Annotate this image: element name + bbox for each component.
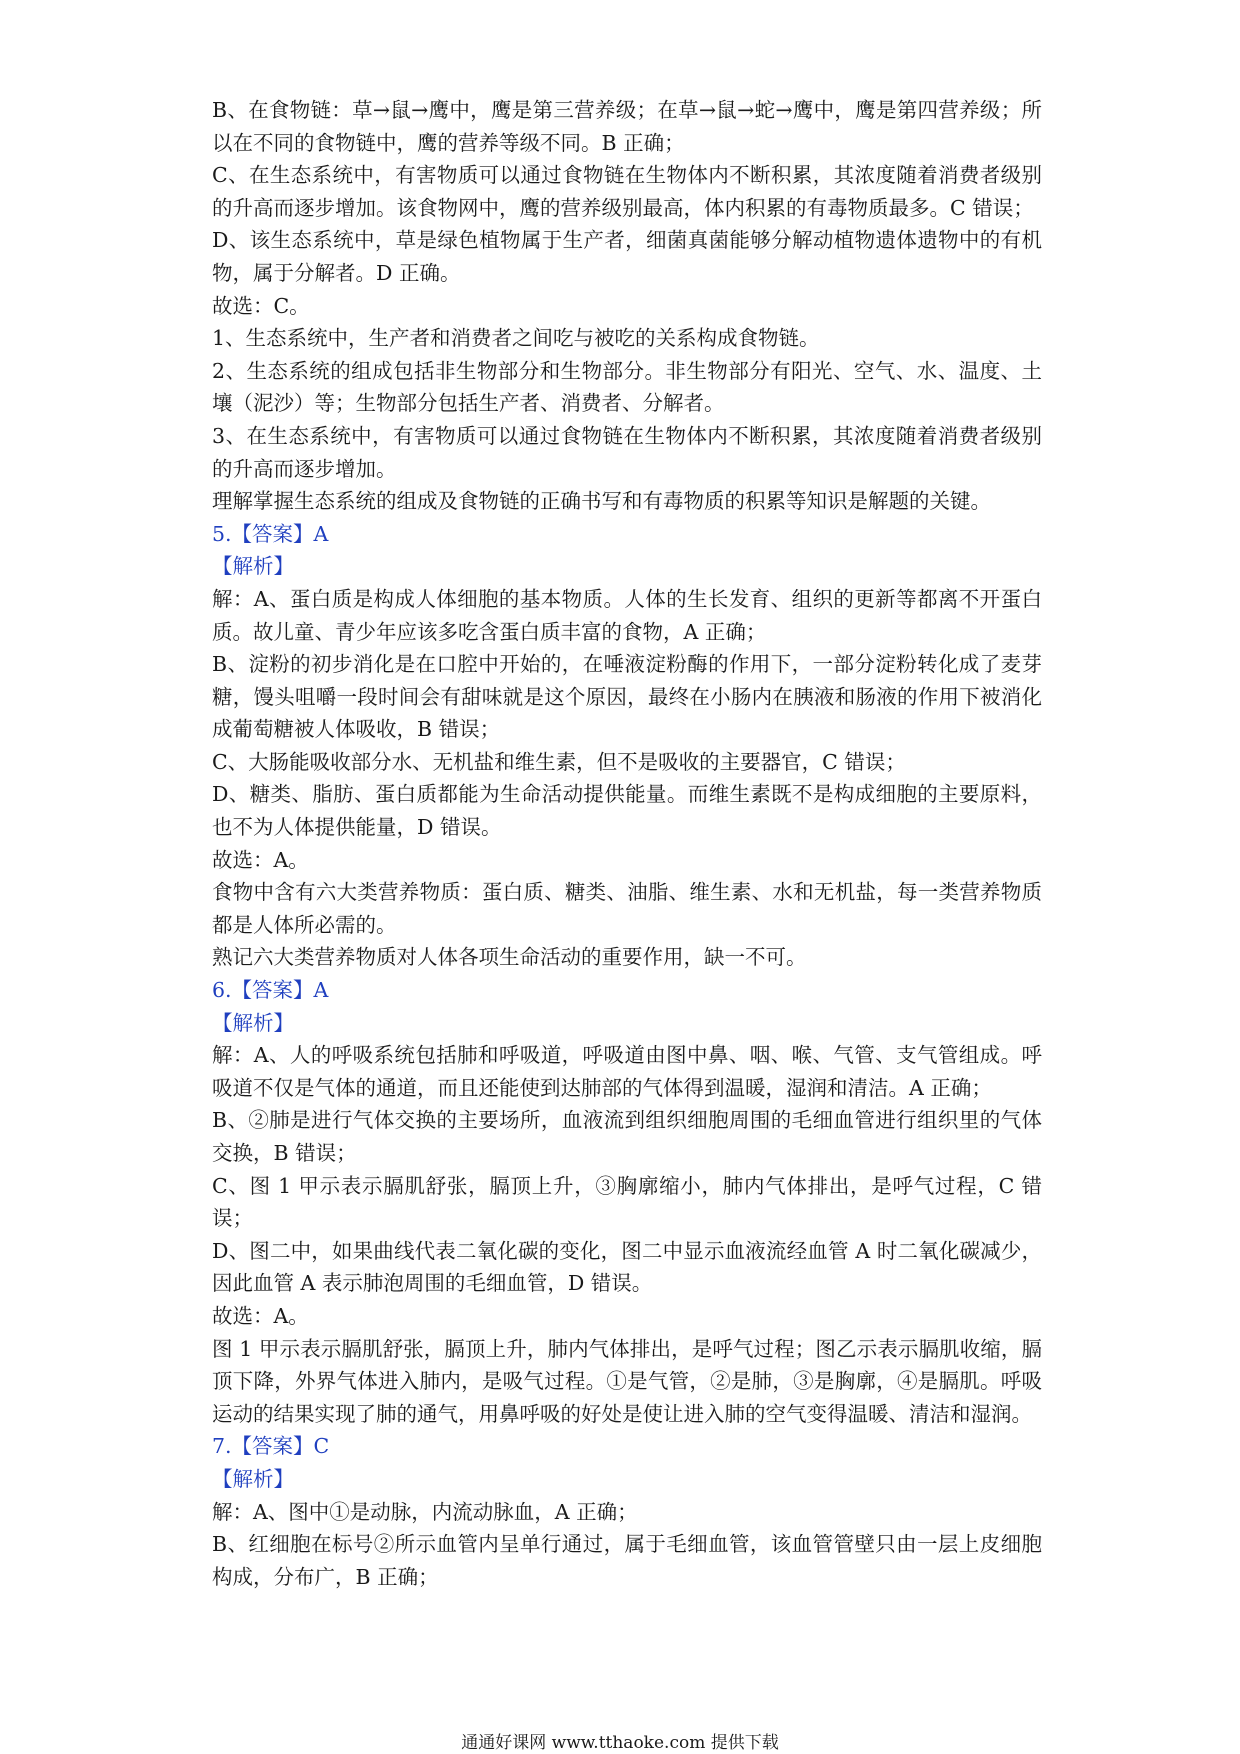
paragraph: 故选：C。 bbox=[212, 293, 310, 318]
analysis-heading-7: 【解析】 bbox=[212, 1466, 294, 1491]
paragraph: 解：A、蛋白质是构成人体细胞的基本物质。人体的生长发育、组织的更新等都离不开蛋白质。故儿童、青少年应该多吃含蛋白质丰富的食物，A 正确； bbox=[212, 586, 1042, 644]
paragraph: D、该生态系统中，草是绿色植物属于生产者，细菌真菌能够分解动植物遗体遗物中的有机物，属于分解者。D 正确。 bbox=[212, 228, 1042, 285]
paragraph: C、在生态系统中，有害物质可以通过食物链在生物体内不断积累，其浓度随着消费者级别的升高而逐步增加。该食物网中，鹰的营养级别最高，体内积累的有毒物质最多。C 错误； bbox=[212, 163, 1042, 220]
paragraph: 1、生态系统中，生产者和消费者之间吃与被吃的关系构成食物链。 bbox=[212, 326, 820, 351]
analysis-heading-6: 【解析】 bbox=[212, 1010, 294, 1035]
paragraph: 理解掌握生态系统的组成及食物链的正确书写和有毒物质的积累等知识是解题的关键。 bbox=[212, 489, 991, 514]
analysis-heading-5: 【解析】 bbox=[212, 554, 294, 579]
paragraph: B、在食物链：草→鼠→鹰中，鹰是第三营养级；在草→鼠→蛇→鹰中，鹰是第四营养级；所以在不同的食物链中，鹰的营养等级不同。B 正确； bbox=[212, 98, 1042, 155]
paragraph: 食物中含有六大类营养物质：蛋白质、糖类、油脂、维生素、水和无机盐，每一类营养物质都是人体所必需的。 bbox=[212, 880, 1042, 937]
paragraph: 故选：A。 bbox=[212, 1303, 309, 1328]
paragraph: 解：A、图中①是动脉，内流动脉血，A 正确； bbox=[212, 1499, 638, 1524]
paragraph: 解：A、人的呼吸系统包括肺和呼吸道，呼吸道由图中鼻、咽、喉、气管、支气管组成。呼吸道不仅是气体的通道，而且还能使到达肺部的气体得到温暖，湿润和清洁。A 正确； bbox=[212, 1043, 1042, 1100]
paragraph: 2、生态系统的组成包括非生物部分和生物部分。非生物部分有阳光、空气、水、温度、土壤（泥沙）等；生物部分包括生产者、消费者、分解者。 bbox=[212, 358, 1042, 416]
answer-heading-6: 6.【答案】A bbox=[212, 978, 329, 1003]
paragraph: C、图 1 甲示表示膈肌舒张，膈顶上升，③胸廓缩小，肺内气体排出，是呼气过程，C 错误； bbox=[212, 1173, 1042, 1231]
answer-heading-7: 7.【答案】C bbox=[212, 1434, 330, 1459]
paragraph: 3、在生态系统中，有害物质可以通过食物链在生物体内不断积累，其浓度随着消费者级别的升高而逐步增加。 bbox=[212, 423, 1042, 481]
paragraph: 熟记六大类营养物质对人体各项生命活动的重要作用，缺一不可。 bbox=[212, 945, 807, 970]
page-footer: 通通好课网 www.tthaoke.com 提供下载 bbox=[461, 1733, 779, 1753]
paragraph: 故选：A。 bbox=[212, 847, 309, 872]
answer-heading-5: 5.【答案】A bbox=[212, 521, 329, 546]
paragraph: B、淀粉的初步消化是在口腔中开始的，在唾液淀粉酶的作用下，一部分淀粉转化成了麦芽糖，馒头咀嚼一段时间会有甜味就是这个原因，最终在小肠内在胰液和肠液的作用下被消化成葡萄糖被人体吸收，B 错误； bbox=[212, 652, 1042, 742]
paragraph: 图 1 甲示表示膈肌舒张，膈顶上升，肺内气体排出，是呼气过程；图乙示表示膈肌收缩，膈顶下降，外界气体进入肺内，是吸气过程。①是气管，②是肺，③是胸廓，④是膈肌。呼吸运动的结果实现了肺的通气，用鼻呼吸的好处是使让进入肺的空气变得温暖、清洁和湿润。 bbox=[212, 1336, 1042, 1426]
document-body bbox=[212, 94, 1042, 1593]
paragraph: C、大肠能吸收部分水、无机盐和维生素，但不是吸收的主要器官，C 错误； bbox=[212, 749, 906, 774]
paragraph: B、②肺是进行气体交换的主要场所，血液流到组织细胞周围的毛细血管进行组织里的气体交换，B 错误； bbox=[212, 1108, 1042, 1165]
paragraph: B、红细胞在标号②所示血管内呈单行通过，属于毛细血管，该血管管壁只由一层上皮细胞构成，分布广，B 正确； bbox=[212, 1532, 1042, 1589]
paragraph: D、图二中，如果曲线代表二氧化碳的变化，图二中显示血液流经血管 A 时二氧化碳减少，因此血管 A 表示肺泡周围的毛细血管，D 错误。 bbox=[212, 1238, 1042, 1296]
paragraph: D、糖类、脂肪、蛋白质都能为生命活动提供能量。而维生素既不是构成细胞的主要原料，也不为人体提供能量，D 错误。 bbox=[212, 782, 1042, 840]
